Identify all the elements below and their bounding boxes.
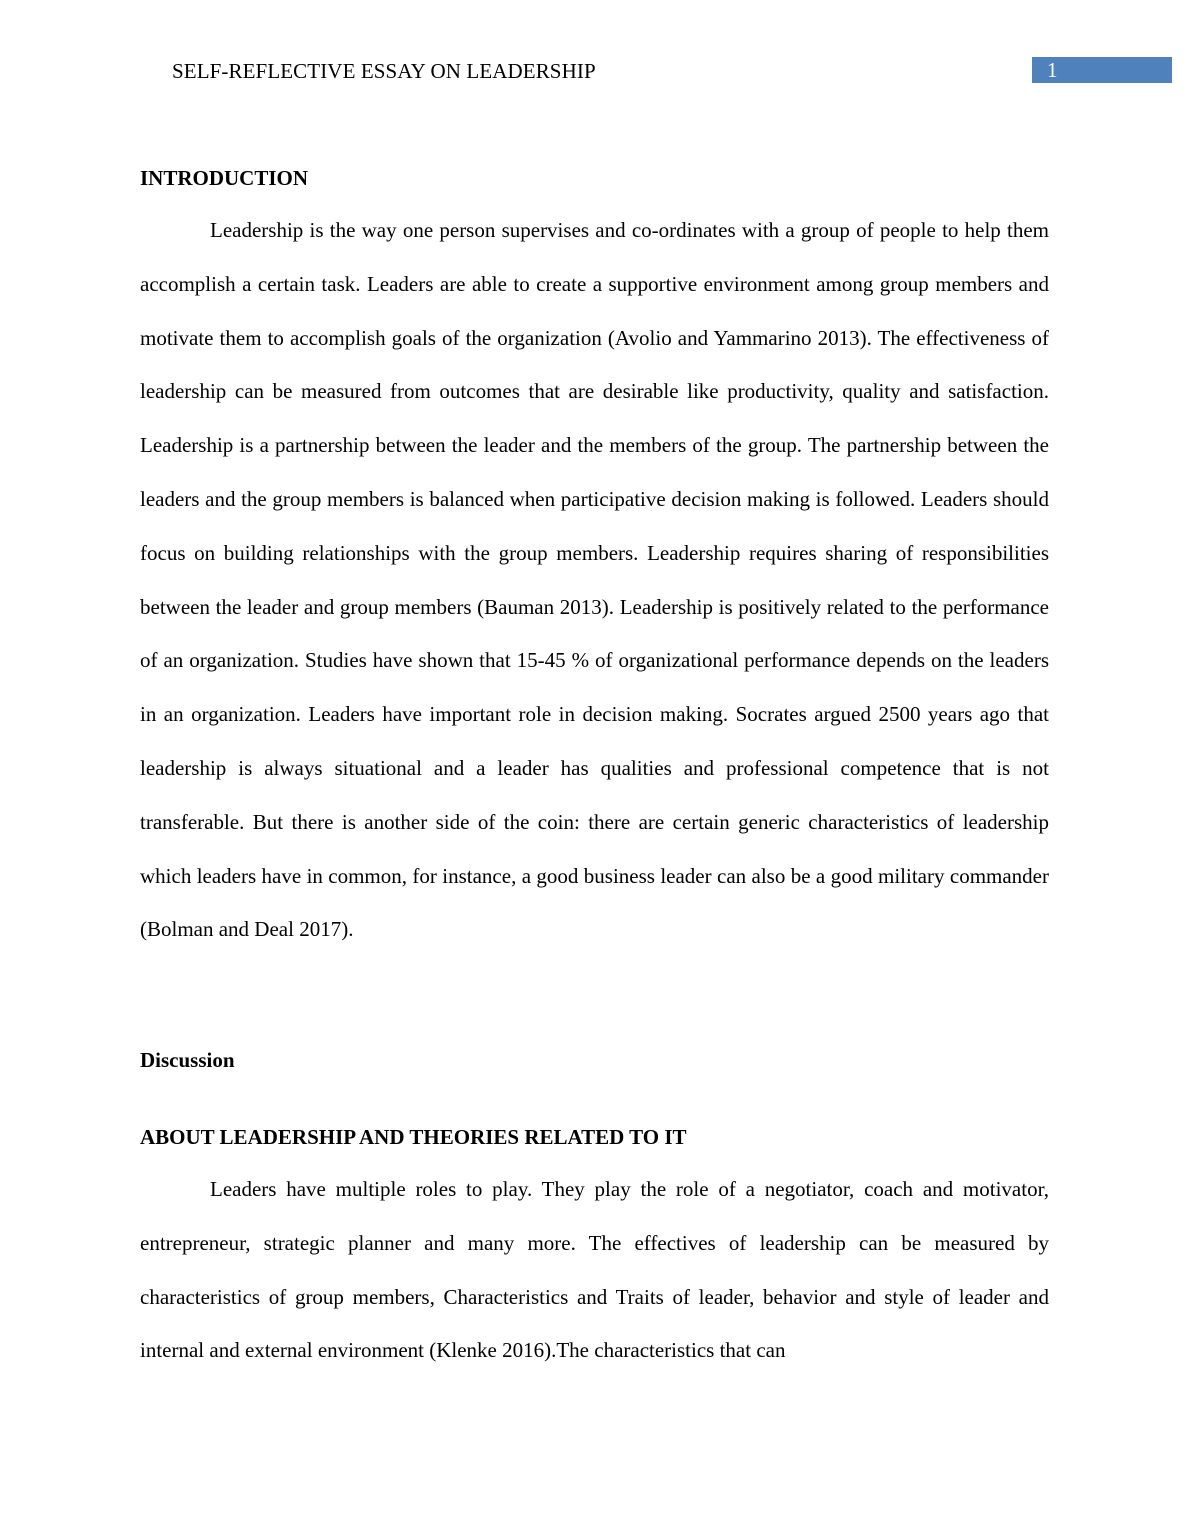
theories-heading: ABOUT LEADERSHIP AND THEORIES RELATED TO IT <box>140 1125 687 1149</box>
running-header-title: SELF-REFLECTIVE ESSAY ON LEADERSHIP <box>172 59 596 83</box>
discussion-heading: Discussion <box>140 1048 235 1072</box>
page-number-badge: 1 <box>1032 57 1172 83</box>
theories-paragraph: Leaders have multiple roles to play. They play the role of a negotiator, coach and motivator, entrepreneur, strategic planner and many more. The effectives of leadership can be measured by characteristics of group members, Characteristics and Traits of leader, behavior and style of leader and internal and external environment (Klenke 2016).The characteristics that can <box>140 1177 1049 1363</box>
introduction-paragraph: Leadership is the way one person supervises and co-ordinates with a group of people to help them accomplish a certain task. Leaders are able to create a supportive environment among group members and motivate them to accomplish goals of the organization (Avolio and Yammarino 2013). The effectiveness of leadership can be measured from outcomes that are desirable like productivity, quality and satisfaction. Leadership is a partnership between the leader and the members of the group. The partnership between the leaders and the group members is balanced when participative decision making is followed. Leaders should focus on building relationships with the group members. Leadership requires sharing of responsibilities between the leader and group members (Bauman 2013). Leadership is positively related to the performance of an organization. Studies have shown that 15-45 % of organizational performance depends on the leaders in an organization. Leaders have important role in decision making. Socrates argued 2500 years ago that leadership is always situational and a leader has qualities and professional competence that is not transferable. But there is another side of the coin: there are certain generic characteristics of leadership which leaders have in common, for instance, a good business leader can also be a good military commander (Bolman and Deal 2017). <box>140 218 1049 942</box>
introduction-heading: INTRODUCTION <box>140 166 309 190</box>
